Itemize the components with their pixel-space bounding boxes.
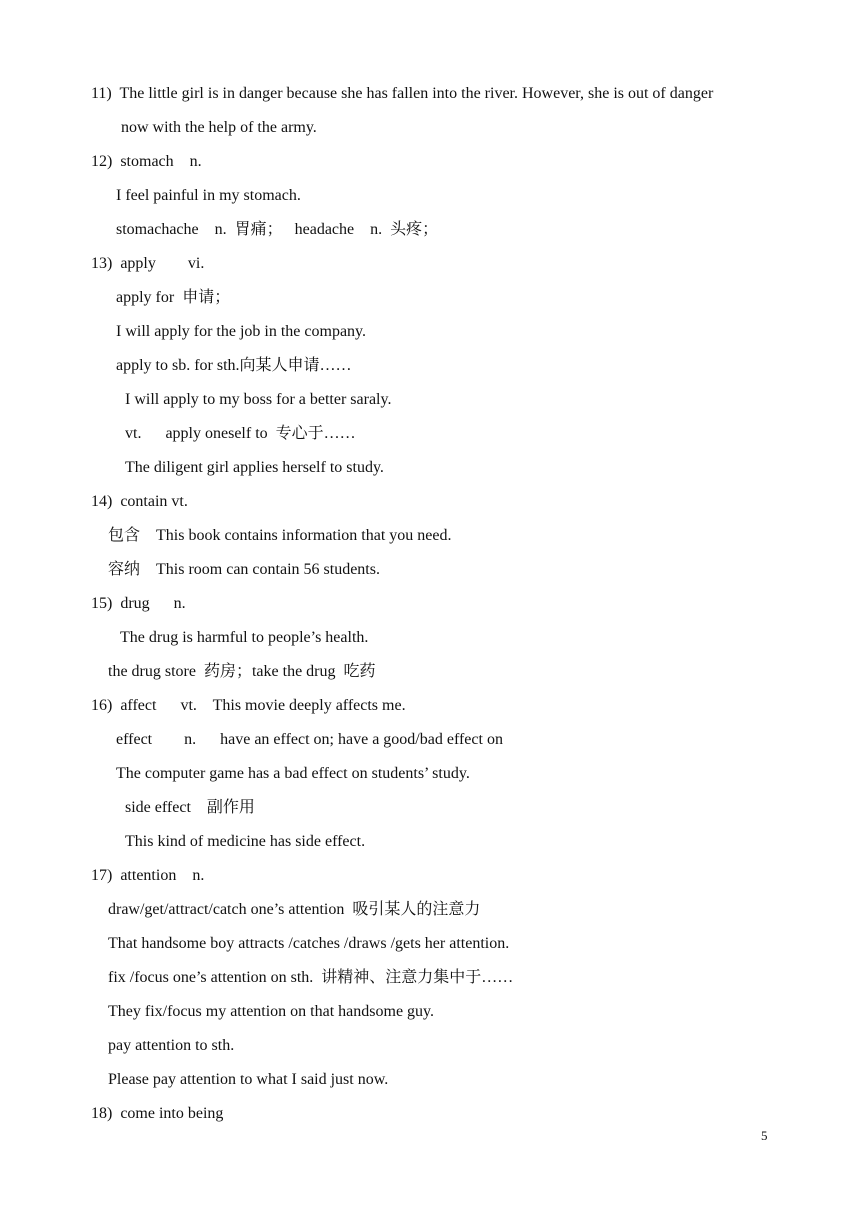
related-word: effect n. have an effect on; have a good/bad effect on: [116, 731, 503, 748]
example-sentence: That handsome boy attracts /catches /draws /gets her attention.: [108, 935, 510, 952]
entry-14-heading: 14) contain vt.: [91, 493, 188, 510]
example-sentence: The computer game has a bad effect on students’ study.: [116, 765, 470, 782]
entry-12-heading: 12) stomach n.: [91, 153, 202, 170]
phrase: side effect 副作用: [125, 799, 255, 816]
example-sentence: They fix/focus my attention on that handsome guy.: [108, 1003, 435, 1020]
example-sentence: I will apply for the job in the company.: [116, 323, 367, 340]
phrase: apply to sb. for sth.向某人申请……: [116, 357, 352, 374]
phrase: the drug store 药房；take the drug 吃药: [108, 663, 376, 680]
example-sentence: The drug is harmful to people’s health.: [120, 629, 369, 646]
example-sentence: Please pay attention to what I said just now.: [108, 1071, 389, 1088]
entry-15-heading: 15) drug n.: [91, 595, 186, 612]
example-sentence: The diligent girl applies herself to study.: [125, 459, 384, 476]
meaning-example: 包含 This book contains information that you need.: [108, 527, 452, 544]
example-sentence: I will apply to my boss for a better saraly.: [125, 391, 392, 408]
meaning-example: 容纳 This room can contain 56 students.: [108, 561, 380, 578]
phrase: pay attention to sth.: [108, 1037, 235, 1054]
phrase: fix /focus one’s attention on sth. 讲精神、注意力集中于……: [108, 969, 514, 986]
entry-11-continuation: now with the help of the army.: [121, 119, 317, 136]
entry-18-heading: 18) come into being: [91, 1105, 224, 1122]
related-words: stomachache n. 胃痛； headache n. 头疼；: [116, 221, 439, 238]
entry-16-heading: 16) affect vt. This movie deeply affects me.: [91, 697, 406, 714]
entry-13-heading: 13) apply vi.: [91, 255, 205, 272]
phrase: apply for 申请；: [116, 289, 231, 306]
example-sentence: This kind of medicine has side effect.: [125, 833, 366, 850]
phrase: draw/get/attract/catch one’s attention 吸引某人的注意力: [108, 901, 481, 918]
entry-11-line: 11) The little girl is in danger because she has fallen into the river. However, she is out of danger: [91, 85, 714, 102]
phrase: vt. apply oneself to 专心于……: [125, 425, 356, 442]
page-number: 5: [761, 1128, 768, 1143]
entry-17-heading: 17) attention n.: [91, 867, 205, 884]
example-sentence: I feel painful in my stomach.: [116, 187, 301, 204]
